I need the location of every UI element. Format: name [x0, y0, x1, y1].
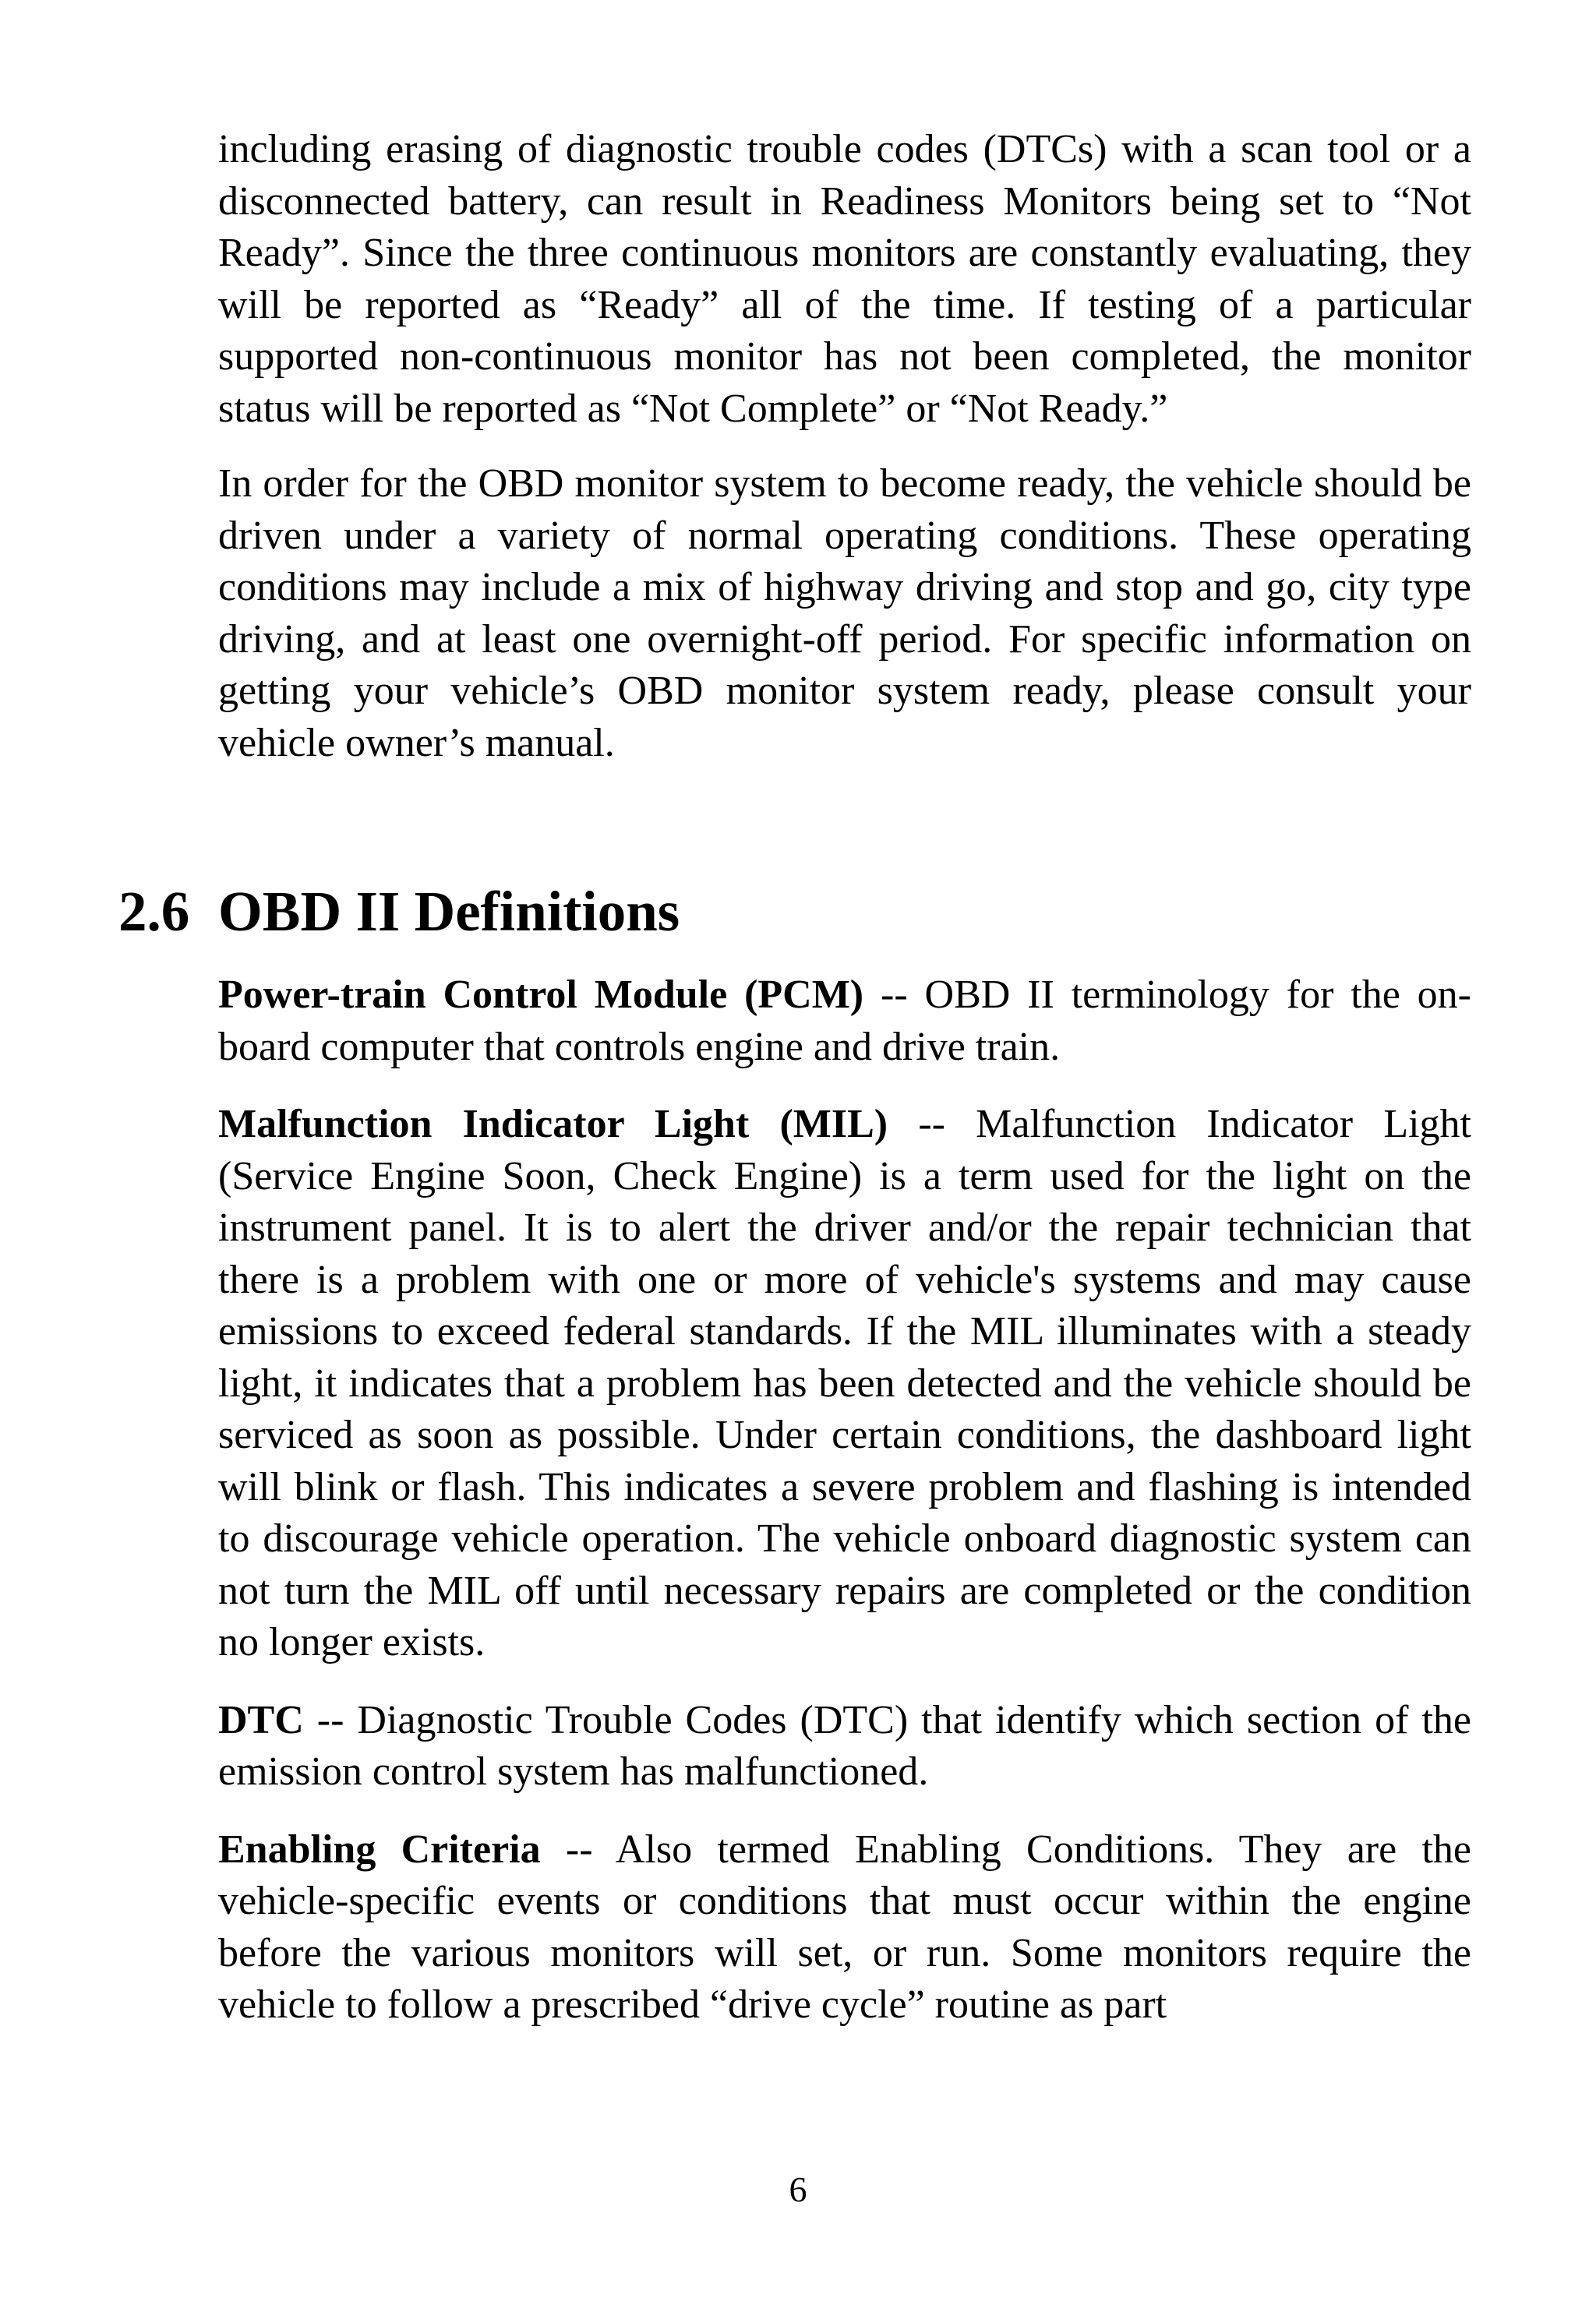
definition-dtc: [218, 1695, 1471, 1799]
definition-text: -- Diagnostic Trouble Codes (DTC) that identify which section of the emission control system has malfunctioned.: [218, 1697, 1471, 1794]
intro-paragraph-drive-conditions: In order for the OBD monitor system to become ready, the vehicle should be driven under a variety of normal operating conditions. These operating conditions may include a mix of highway driving and stop and go, city type driving, and at least one overnight-off period. For specific information on getting your vehicle’s OBD monitor system ready, please consult your vehicle owner’s manual.: [218, 461, 1471, 765]
section-title: OBD II Definitions: [218, 880, 680, 943]
definition-text: -- Malfunction Indicator Light (Service Engine Soon, Check Engine) is a term used for the light on the instrument panel. It is to alert the driver and/or the repair technician that there is a problem with one or more of vehicle's systems and may cause emissions to exceed federal standards. If the MIL illuminates with a steady light, it indicates that a problem has been detected and the vehicle should be serviced as soon as possible. Under certain conditions, the dashboard light will blink or flash. This indicates a severe problem and flashing is intended to discourage vehicle operation. The vehicle onboard diagnostic system can not turn the MIL off until necessary repairs are completed or the condition no longer exists.: [218, 1102, 1471, 1664]
section-number: 2.6: [118, 880, 190, 943]
definition-mil: [218, 1099, 1471, 1669]
definition-term: Power-train Control Module (PCM): [218, 973, 864, 1017]
definitions-list: [218, 969, 1471, 2031]
definition-text: -- Also termed Enabling Conditions. They are the vehicle-specific events or conditions that must occur within the engine before the various monitors will set, or run. Some monitors require the vehicle to follow a prescribed “drive cycle” routine as part: [218, 1827, 1471, 2027]
definition-enabling-criteria: [218, 1824, 1471, 2031]
intro-paragraph-readiness-status: including erasing of diagnostic trouble codes (DTCs) with a scan tool or a disconnected battery, can result in Readiness Monitors being set to “Not Ready”. Since the three continuous monitors are constantly evaluating, they will be reported as “Ready” all of the time. If testing of a particular supported non-continuous monitor has not been completed, the monitor status will be reported as “Not Complete” or “Not Ready.”: [218, 127, 1471, 431]
definition-text: -- OBD II terminology for the on-board computer that controls engine and drive train.: [218, 973, 1471, 1069]
definition-term: Enabling Criteria: [218, 1827, 541, 1872]
definition-term: Malfunction Indicator Light (MIL): [218, 1102, 888, 1146]
definition-pcm: [218, 969, 1471, 1073]
section-heading: [118, 873, 680, 951]
intro-section: [218, 124, 1471, 769]
definition-term: DTC: [218, 1697, 304, 1742]
page-number: 6: [789, 2169, 807, 2209]
